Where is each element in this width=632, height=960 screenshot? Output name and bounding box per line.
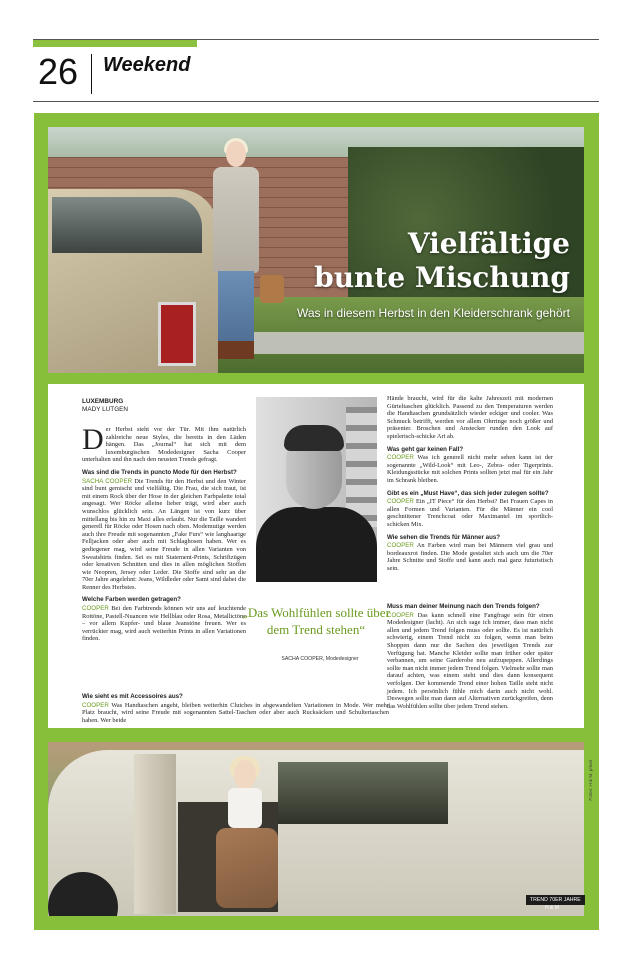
header-rule-bottom	[33, 101, 599, 102]
photo-side-credit: Fotos: H & M, privat	[588, 760, 593, 801]
pull-quote-credit: SACHA COOPER, Modedesigner	[281, 656, 359, 662]
header-divider	[91, 54, 92, 94]
photo2-model-head	[234, 760, 256, 790]
speaker-3: COOPER	[82, 701, 109, 709]
question-7: Muss man deiner Meinung nach den Trends folgen?	[387, 603, 540, 610]
model-boots	[218, 341, 254, 359]
article-column-1	[82, 423, 246, 647]
portrait-hair	[284, 425, 344, 451]
designer-portrait	[256, 397, 377, 582]
question-1: Was sind die Trends in puncto Mode für den Herbst?	[82, 468, 237, 476]
speaker-6: COOPER	[387, 542, 414, 550]
col3-intro: Hände braucht, wird für die kalte Jahreszeit mit modernen Gürteltaschen glücklich. Passend zu den Temperaturen werden die Handtaschen grundsätzlich wieder eckiger und cooler. Was Schmuck betrifft, werden vor allem Ohrringe noch größer und präsenter. Broschen und Anstecker runden den Look auf spielerisch-schicke Art ab.	[387, 395, 553, 440]
speaker-2: COOPER	[82, 605, 109, 613]
photo-caption-credit: H & M	[545, 905, 559, 911]
answer-7	[387, 612, 553, 711]
answer-3-text: Was Handtaschen angeht, bleiben weiterhin Clutches in abgewandelten Variationen in Mode. Wer mehr Platz braucht, wird seine Freude mit sogenannten Sattel-Taschen oder aber auch Rucksäcken und Schultertaschen haben. Wer beide	[82, 701, 390, 724]
answer-1	[82, 478, 246, 592]
headline-line-1: Vielfältige	[407, 227, 570, 260]
speaker-5: COOPER	[387, 498, 414, 506]
article-column-3	[387, 395, 553, 576]
model-head	[226, 141, 246, 167]
answer-3	[82, 702, 389, 725]
speaker-4: COOPER	[387, 454, 414, 462]
answer-4-text: Was ich generell nicht mehr sehen kann ist der sogenannte „Wild-Look“ mit Leo-, Zebra- oder Tigerprints. Kleidungsstücke mit solchen Prints sollten jetzt mal für ein Jahr im Schrank bleiben.	[387, 454, 554, 484]
answer-6-text: An Farben wird man bei Männern viel grau und bordeauxrot finden. Die Mode gestaltet sich auch um die 70er Jahre Schnitte und Stoffe und kann auch mal ganz futuristisch sein.	[387, 542, 553, 572]
hero-car-window	[52, 197, 202, 253]
headline	[210, 227, 570, 295]
answer-4	[387, 454, 553, 484]
portrait-body	[256, 507, 377, 582]
photo2-model-legs	[216, 828, 278, 908]
question-5: Gibt es ein „Must Have“, das sich jeder zulegen sollte?	[387, 489, 549, 497]
article-column-wide	[82, 688, 389, 728]
answer-5	[387, 498, 553, 528]
question-2: Welche Farben werden getragen?	[82, 596, 181, 604]
photo-caption-tag: TREND 70ER JAHRE	[526, 895, 585, 905]
question-3: Wie sieht es mit Accessoires aus?	[82, 693, 183, 700]
pull-quote: „Das Wohlfühlen sollte über dem Trend stehen“	[242, 605, 390, 637]
photo2-model-top	[228, 788, 262, 828]
section-title: Weekend	[103, 54, 191, 76]
photo2-car-window	[278, 762, 448, 824]
header-accent-bar	[33, 40, 197, 47]
question-6: Wie sehen die Trends für Männer aus?	[387, 533, 501, 541]
byline-location: LUXEMBURG	[82, 398, 124, 405]
answer-6	[387, 542, 553, 572]
intro-paragraph	[82, 423, 246, 464]
answer-1-text: Die Trends für den Herbst und den Winter sind bunt gemischt und vielfältig. Die Frau, die sich traut, ist mit einem Rock über der Hose in der gleichen Farbpalette total angesagt. Wer Röcke alleine lieber trägt, wird aber auch wunschlos glücklich sein. An Längen ist von kurz über mittellang bis hin zu Maxi alles erlaubt. Nur die Taille wandert generell für Röcke oder Hosen nach oben. Modemutige werden auch ihre Freude mit sogenannten „Fake Furs“ wie langhaarige Felljacken oder aber auch mit Schlaghosen haben. Wer es gediegener mag, wird seine Freude in allen Varianten von Sweatshirts finden. Sei es mit Statement-Prints, Schriftzügen oder kreativen Schnitten und dies in allen möglichen Stoffen wie Neopren, Jersey oder Leder. Die Stoffe sind sehr an die 70er Jahre angelehnt: Jeans, Wildleder oder Samt sind dabei die Renner des Herbstes.	[82, 477, 246, 591]
question-4: Was geht gar keinen Fall?	[387, 445, 464, 453]
speaker-1: SACHA COOPER	[82, 477, 133, 485]
byline-author: MADY LUTGEN	[82, 406, 129, 413]
intro-text: er Herbst steht vor der Tür. Mit ihm natürlich zahlreiche neue Styles, die bereits in den Läden hängen. Das „Journal“ hat sich mit dem luxemburgischen Modedesigner Sacha Cooper unterhalten und ihn nach den neusten Trends gefragt.	[82, 426, 246, 464]
page-number: 26	[38, 51, 79, 92]
photo2-car-door	[134, 754, 176, 914]
hero-car-taillight	[158, 302, 196, 366]
answer-7-text: Das kann schnell eine Fangfrage sein für einen Modedesigner (lacht). An sich sage ich immer, dass man nicht allen und jedem Trend folgen muss oder sollte. Es ist natürlich schwierig, einem Trend nicht zu folgen, wenn man beim Shoppen dann nur die Sachen des jeweiligen Trends zur Verfügung hat. Manche Kleider sollte man früher oder später verbannen, um seine Garderobe neu aufzupeppen. Allerdings sollte man nicht immer jedem Trend folgen. Vielmehr sollte man darauf achten, was einem steht und dies dann konsequent verfolgen. Der kommende Trend einer hohen Taille steht nicht jedem. Ich persönlich fühle mich darin auch nicht wohl. Deswegen sollte man dann auf Alternativen zurückgreifen, denn das Wohlfühlen sollte über jedem Trend stehen.	[387, 611, 553, 710]
answer-2	[82, 605, 246, 643]
speaker-7: COOPER	[387, 611, 414, 619]
answer-2-text: Bei den Farbtrends können wir uns auf leuchtende Rottöne, Pastell-Nuancen wie Hellblau oder Rosa, Metallictöne – vor allem Kupfer- und blaue Jeanstöne freuen. Wer es verrückter mag, wird auch weiterhin Prints in allen Variationen finden.	[82, 605, 246, 643]
answer-5-text: Ein „IT Piece“ für den Herbst? Bei Frauen Capes in allen Formen und Varianten. Für die Männer ein cool geschnittener Trenchcoat oder Maximantel im sportlich-schicken Mix.	[387, 498, 553, 528]
dropcap: D	[82, 423, 104, 456]
headline-line-2: bunte Mischung	[314, 261, 570, 294]
bottom-photo	[48, 742, 584, 916]
article-column-4	[387, 598, 553, 714]
subheadline: Was in diesem Herbst in den Kleiderschrank gehört	[296, 306, 570, 320]
